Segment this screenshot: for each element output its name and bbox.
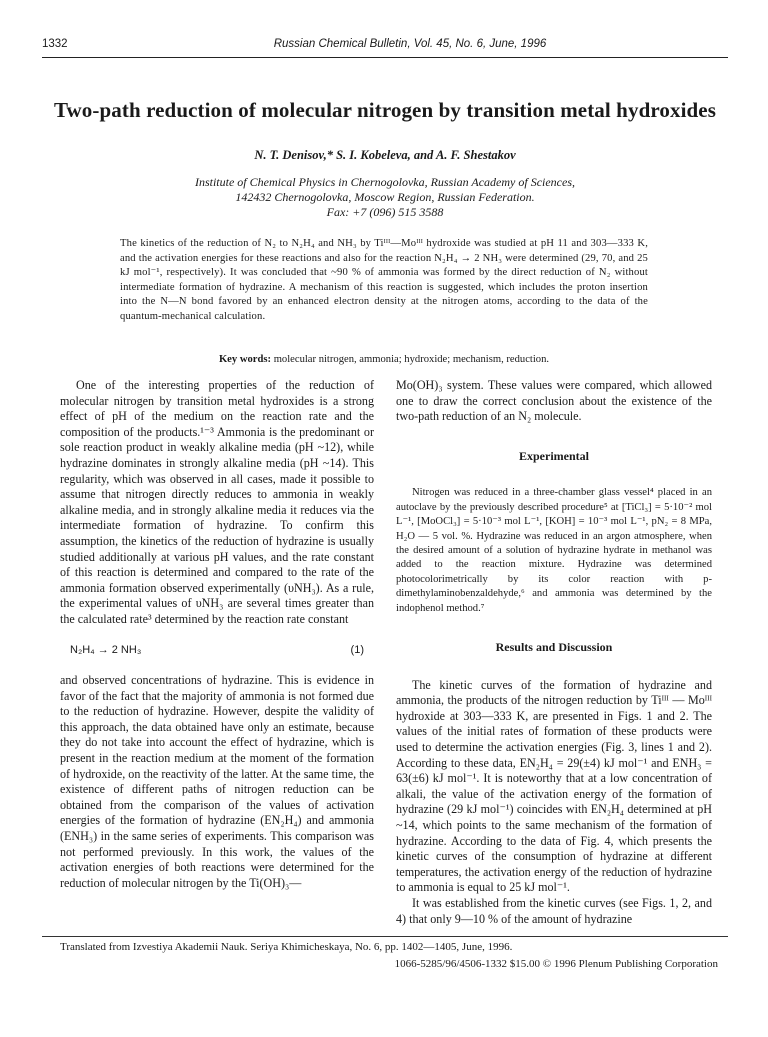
journal-header: Russian Chemical Bulletin, Vol. 45, No. 6, June, 1996: [273, 38, 547, 50]
results-heading: Results and Discussion: [495, 640, 613, 655]
intro-paragraph-cont: and observed concentrations of hydrazine. This is evidence in favor of the fact that the majority of ammonia is not formed due to the reduction of hydrazine. However, despite the validity of this approach, the data obtained have only an estimate, because they do not take into account the effect of hydrazine, which is present in the reaction medium at the moment of the formation of hydroxide, on the reactivity of the latter. At the same time, the existence of different paths of nitrogen reduction can be obtained from the comparison of the values of activation energies of the formation of hydrazine (EN₂H₄) and ammonia (ENH₃) in the same series of experiments. This comparison was not performed previously. In this work, the values of the activation energies of both reactions were determined for the reduction of molecular nitrogen by the Ti(OH)₃—: [60, 673, 374, 890]
intro-paragraph-end: Mo(OH)₃ system. These values were compared, which allowed one to draw the correct conclusion about the existence of the two-path reduction of an N₂ molecule.: [396, 378, 712, 424]
equation-1: [60, 643, 374, 659]
equation-number: (1): [350, 643, 364, 656]
affiliation-line-1: Institute of Chemical Physics in Chernogolovka, Russian Academy of Sciences,: [194, 175, 576, 189]
footer-rule: [42, 936, 728, 937]
experimental-heading: Experimental: [519, 448, 589, 463]
intro-paragraph: One of the interesting properties of the reduction of molecular nitrogen by transition metal hydroxides is a strong effect of pH of the medium on the reaction rate and the composition of the products.¹⁻³ Ammonia is the predominant or sole reaction product in weakly alkaline media (pH ~12), while hydrazine dominates in strongly alkaline media (pH ~14). This regularity, which was observed in all cases, made it possible to assume that nitrogen directly reduces to ammonia in weakly alkaline media, and in strongly alkaline media it reduces via the intermediate formation of hydrazine. To confirm this assumption, the kinetics of the reduction of hydrazine is usually studied additionally at various pH values, and the rate constant of this reaction is determined and compared to the rate of the ammonia formation observed experimentally (υNH₃). As a rule, the experimental values of υNH₃ are several times greater than the calculated rate³ determined by the reaction rate constant: [60, 378, 374, 626]
results-paragraph-2: It was established from the kinetic curves (see Figs. 1, 2, and 4) that only 9—10 % of the amount of hydrazine: [396, 895, 712, 926]
left-column: [60, 378, 374, 891]
translation-note: Translated from Izvestiya Akademii Nauk. Seriya Khimicheskaya, No. 6, pp. 1402—1405, June, 1996.: [60, 941, 513, 953]
keywords-text: molecular nitrogen, ammonia; hydroxide; mechanism, reduction.: [273, 354, 550, 365]
article-title: Two-path reduction of molecular nitrogen by transition metal hydroxides: [53, 98, 716, 122]
header-rule: [42, 57, 728, 58]
affiliation-line-2: 142432 Chernogolovka, Moscow Region, Russian Federation.: [235, 190, 535, 204]
right-column: [396, 378, 712, 927]
keywords-label: Key words:: [218, 354, 272, 365]
experimental-text: Nitrogen was reduced in a three-chamber glass vessel⁴ placed in an autoclave by the previously described procedure⁵ at [TiCl₃] = 5·10⁻² mol L⁻¹, [MoOCl₃] = 5·10⁻³ mol L⁻¹, [KOH] = 10⁻³ mol L⁻¹, pN₂ = 8 MPa, H₂O — 5 vol. %. Hydrazine was reduced in an argon atmosphere, when the desired amount of a solution of hydrazine hydrate in methanol was added to the reaction mixture. Hydrazine was determined photocolorimetrically by its color reaction with p-dimethylaminobenzaldehyde,⁶ and ammonia was determined by the indophenol method.⁷: [396, 487, 712, 614]
equation-text: N₂H₄ → 2 NH₃: [70, 643, 142, 656]
copyright-line: 1066-5285/96/4506-1332 $15.00 © 1996 Plenum Publishing Corporation: [394, 958, 718, 970]
abstract: The kinetics of the reduction of N₂ to N₂H₄ and NH₃ by Tiᴵᴵᴵ—Moᴵᴵᴵ hydroxide was studied at pH 11 and 303—333 K, and the activation energies for these reactions and also for the reaction N₂H₄ → 2 NH₃ were determined (29, 70, and 25 kJ mol⁻¹, respectively). It was concluded that ~90 % of ammonia was formed by the direct reduction of N₂ without intermediate formation of hydrazine. A mechanism of this reaction is suggested, which includes the proton insertion into the N—N bond favored by an enhanced electron density at the nitrogen atoms, according to the data of the quantum-mechanical calculation.: [120, 238, 648, 322]
page-number: 1332: [42, 38, 68, 50]
keywords: [120, 354, 648, 365]
affiliation-fax: Fax: +7 (096) 515 3588: [326, 205, 444, 219]
results-paragraph: The kinetic curves of the formation of hydrazine and ammonia, the products of the nitrogen reduction by Tiᴵᴵᴵ — Moᴵᴵᴵ hydroxide at 303—333 K, are presented in Figs. 1 and 2. The values of the initial rates of formation of these products were used to determine the activation energies (Fig. 3, lines 1 and 2). According to these data, EN₂H₄ = 29(±4) kJ mol⁻¹ and ENH₃ = 63(±6) kJ mol⁻¹. It is noteworthy that at a low concentration of alkali, the value of the activation energy of the formation of hydrazine (29 kJ mol⁻¹) coincides with EN₂H₄ determined at pH ~14, which points to the same mechanism of the formation of hydrazine. According to the data of Fig. 4, which presents the kinetic curves of the consumption of hydrazine at different temperatures, the activation energy of the reduction of hydrazine to ammonia is equal to 25 kJ mol⁻¹.: [396, 677, 712, 895]
authors: N. T. Denisov,* S. I. Kobeleva, and A. F. Shestakov: [254, 148, 516, 162]
affiliation: [100, 175, 670, 220]
